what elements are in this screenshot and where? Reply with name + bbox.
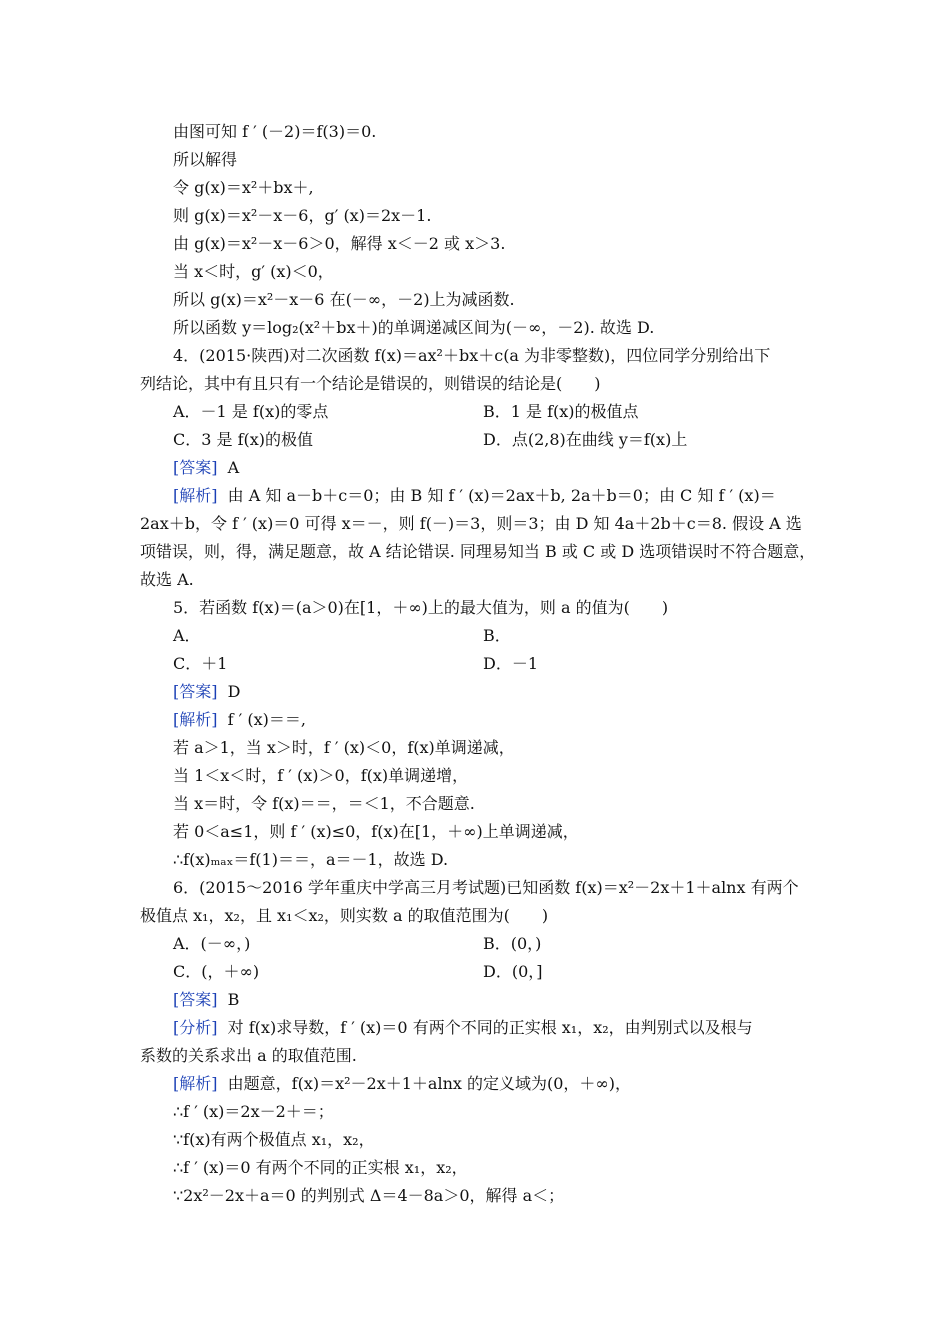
- option-c: C．(，＋∞): [173, 962, 260, 981]
- option-a: A．: [173, 626, 201, 645]
- option-c: C．3 是 f(x)的极值: [173, 430, 314, 449]
- text-line: [0, 286, 950, 314]
- answer-value: B: [227, 990, 240, 1009]
- text-line: [0, 846, 950, 874]
- line-text: 系数的关系求出 a 的取值范围.: [140, 1046, 357, 1065]
- line-text: 4．(2015·陕西)对二次函数 f(x)＝ax²＋bx＋c(a 为非零整数)，四位同学分别给出下: [173, 346, 771, 365]
- text-line: [0, 202, 950, 230]
- analysis-line: [0, 706, 950, 734]
- line-text: 极值点 x₁，x₂，且 x₁＜x₂，则实数 a 的取值范围为( ): [140, 906, 549, 925]
- option-d: D．(0，]: [483, 962, 543, 981]
- text-line: [0, 510, 950, 538]
- line-text: 5．若函数 f(x)＝(a＞0)在[1，＋∞)上的最大值为，则 a 的值为( ): [173, 598, 669, 617]
- option-a: A．－1 是 f(x)的零点: [173, 402, 329, 421]
- line-text: 由 g(x)＝x²－x－6＞0，解得 x＜－2 或 x＞3.: [173, 234, 506, 253]
- line-text: 所以函数 y＝log₂(x²＋bx＋)的单调递减区间为(－∞，－2). 故选 D.: [173, 318, 655, 337]
- line-text: 项错误，则，得，满足题意，故 A 结论错误. 同理易知当 B 或 C 或 D 选项错误时不符合题意，: [140, 542, 816, 561]
- line-text: ∴f(x)ₘₐₓ＝f(1)＝＝，a＝－1，故选 D.: [173, 850, 449, 869]
- text-line: [0, 1126, 950, 1154]
- answer-line: [0, 678, 950, 706]
- analysis-tag: [解析]: [173, 486, 218, 505]
- text-line: [0, 1042, 950, 1070]
- options-row: [0, 650, 950, 678]
- text-line: [0, 230, 950, 258]
- line-text: ∴f ′ (x)＝0 有两个不同的正实根 x₁，x₂，: [173, 1158, 468, 1177]
- line-text: 故选 A.: [140, 570, 194, 589]
- options-row: [0, 426, 950, 454]
- answer-line: [0, 986, 950, 1014]
- text-line: [0, 1182, 950, 1210]
- option-c: C．＋1: [173, 654, 228, 673]
- text-line: [0, 174, 950, 202]
- line-text: 所以解得: [173, 150, 238, 169]
- option-a: A．(－∞，): [173, 934, 251, 953]
- hint-tag: [分析]: [173, 1018, 218, 1037]
- question-4-stem-cont: [0, 370, 950, 398]
- option-b: B．1 是 f(x)的极值点: [483, 402, 639, 421]
- text-line: [0, 734, 950, 762]
- text-line: [0, 538, 950, 566]
- answer-tag: [答案]: [173, 458, 218, 477]
- text-line: [0, 790, 950, 818]
- text-line: [0, 818, 950, 846]
- text-line: [0, 118, 950, 146]
- options-row: [0, 930, 950, 958]
- line-text: 由题意，f(x)＝x²－2x＋1＋alnx 的定义域为(0，＋∞)，: [227, 1074, 631, 1093]
- options-row: [0, 958, 950, 986]
- line-text: f ′ (x)＝＝,: [227, 710, 306, 729]
- options-row: [0, 398, 950, 426]
- line-text: ∴f ′ (x)＝2x－2＋＝；: [173, 1102, 334, 1121]
- text-line: [0, 314, 950, 342]
- line-text: 令 g(x)＝x²＋bx＋,: [173, 178, 314, 197]
- option-b: B．: [483, 626, 511, 645]
- answer-line: [0, 454, 950, 482]
- line-text: ∵f(x)有两个极值点 x₁，x₂，: [173, 1130, 375, 1149]
- question-4-stem: [0, 342, 950, 370]
- analysis-tag: [解析]: [173, 710, 218, 729]
- answer-tag: [答案]: [173, 682, 218, 701]
- analysis-line: [0, 482, 950, 510]
- line-text: ∵2x²－2x＋a＝0 的判别式 Δ＝4－8a＞0，解得 a＜；: [173, 1186, 565, 1205]
- line-text: 6．(2015～2016 学年重庆中学高三月考试题)已知函数 f(x)＝x²－2x＋1＋alnx 有两个: [173, 878, 799, 897]
- line-text: 对 f(x)求导数，f ′ (x)＝0 有两个不同的正实根 x₁，x₂，由判别式以及根与: [227, 1018, 753, 1037]
- text-line: [0, 258, 950, 286]
- line-text: 当 x＜时，g′ (x)＜0，: [173, 262, 334, 281]
- answer-value: D: [227, 682, 241, 701]
- question-6-stem-cont: [0, 902, 950, 930]
- options-row: [0, 622, 950, 650]
- line-text: 当 x＝时，令 f(x)＝＝，＝＜1，不合题意.: [173, 794, 475, 813]
- line-text: 2ax＋b，令 f ′ (x)＝0 可得 x＝－，则 f(－)＝3，则＝3；由 D 知 4a＋2b＋c＝8. 假设 A 选: [140, 514, 802, 533]
- line-text: 若 0＜a≤1，则 f ′ (x)≤0，f(x)在[1，＋∞)上单调递减，: [173, 822, 579, 841]
- question-5-stem: [0, 594, 950, 622]
- text-line: [0, 762, 950, 790]
- line-text: 若 a＞1，当 x＞时，f ′ (x)＜0，f(x)单调递减，: [173, 738, 515, 757]
- analysis-line: [0, 1070, 950, 1098]
- option-d: D．点(2,8)在曲线 y＝f(x)上: [483, 430, 688, 449]
- option-d: D．－1: [483, 654, 539, 673]
- line-text: 由 A 知 a－b＋c＝0；由 B 知 f ′ (x)＝2ax＋b, 2a＋b＝0；由 C 知 f ′ (x)＝: [227, 486, 776, 505]
- line-text: 则 g(x)＝x²－x－6，g′ (x)＝2x－1.: [173, 206, 432, 225]
- line-text: 所以 g(x)＝x²－x－6 在(－∞，－2)上为减函数.: [173, 290, 515, 309]
- line-text: 由图可知 f ′ (－2)＝f(3)＝0.: [173, 122, 377, 141]
- line-text: 列结论，其中有且只有一个结论是错误的，则错误的结论是( ): [140, 374, 601, 393]
- text-line: [0, 566, 950, 594]
- text-line: [0, 146, 950, 174]
- text-line: [0, 1098, 950, 1126]
- hint-line: [0, 1014, 950, 1042]
- question-6-stem: [0, 874, 950, 902]
- analysis-tag: [解析]: [173, 1074, 218, 1093]
- line-text: 当 1＜x＜时，f ′ (x)＞0，f(x)单调递增，: [173, 766, 469, 785]
- answer-tag: [答案]: [173, 990, 218, 1009]
- answer-value: A: [227, 458, 240, 477]
- option-b: B．(0，): [483, 934, 542, 953]
- text-line: [0, 1154, 950, 1182]
